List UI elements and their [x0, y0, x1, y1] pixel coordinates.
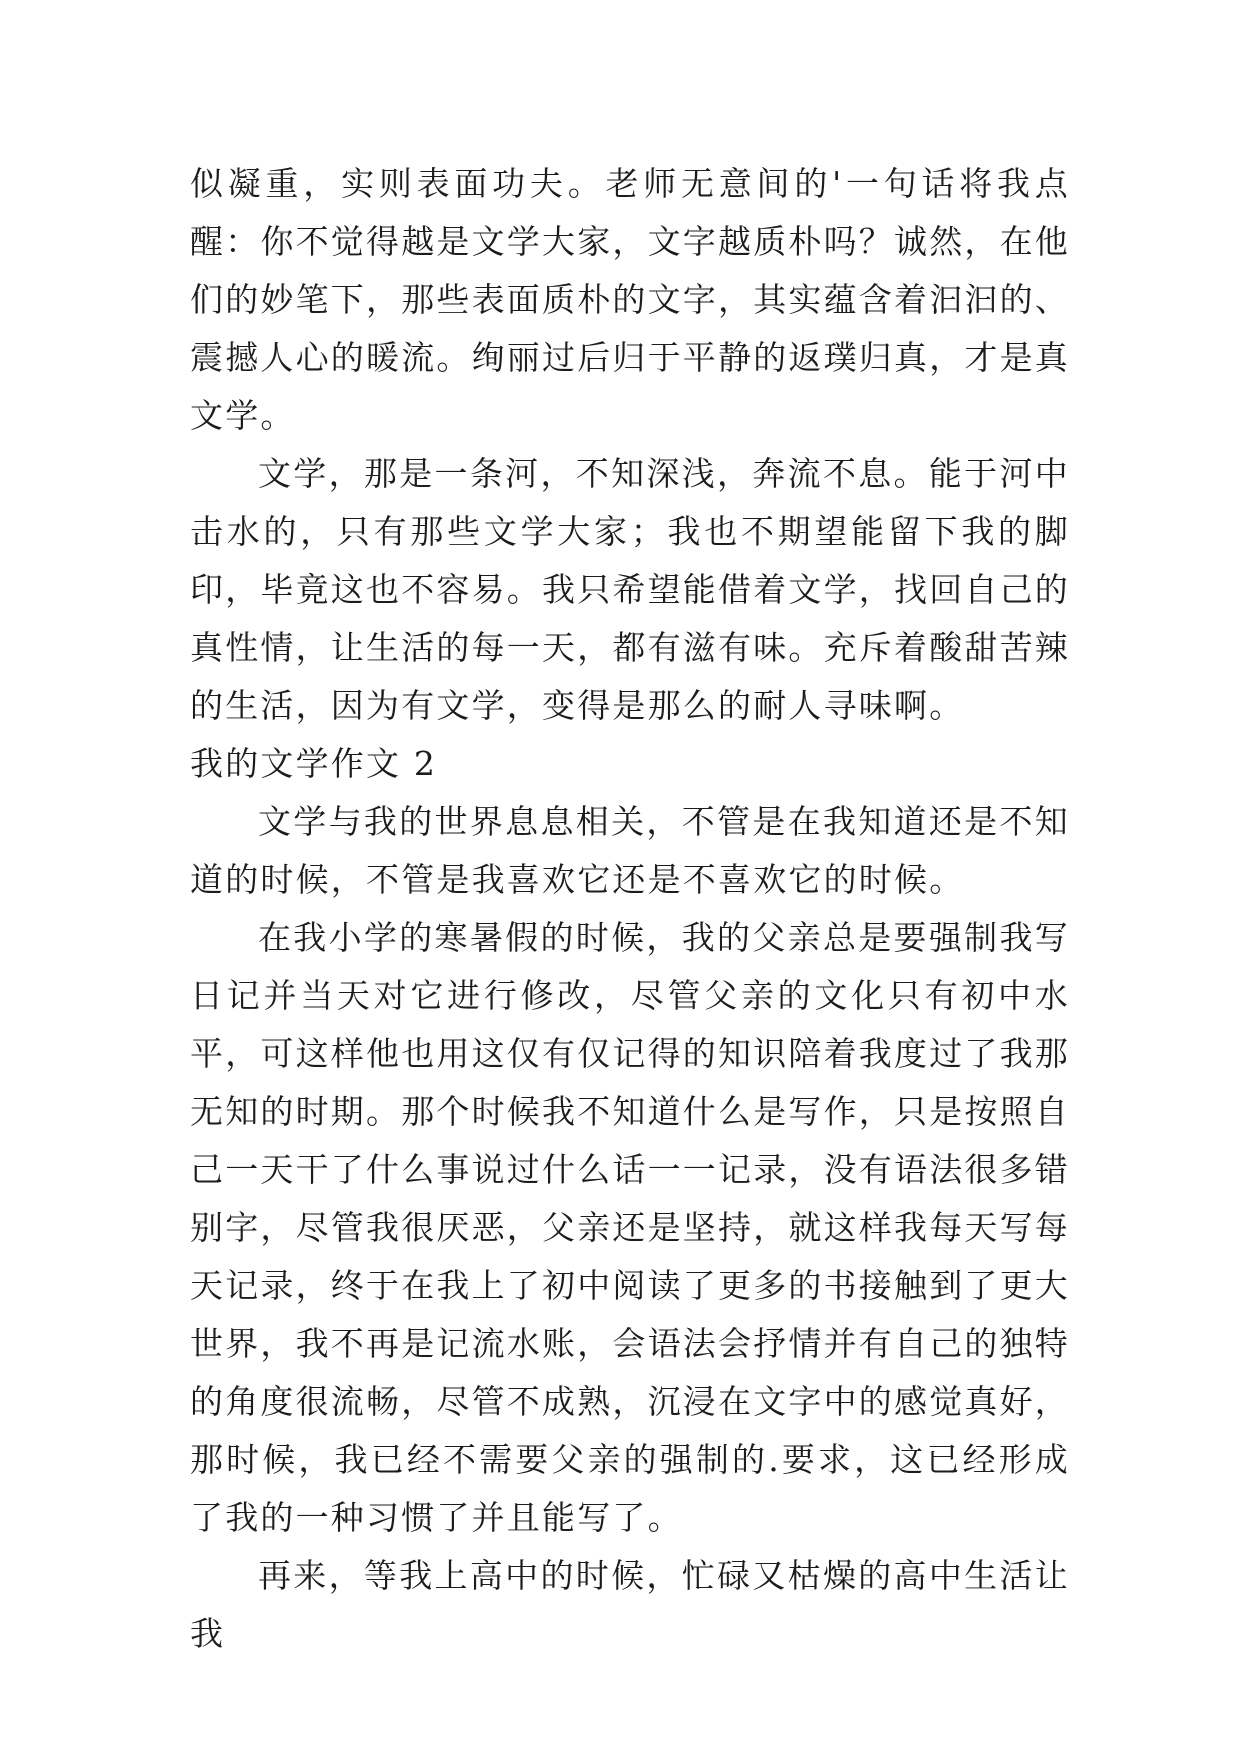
paragraph-continuation: 似凝重，实则表面功夫。老师无意间的'一句话将我点醒：你不觉得越是文学大家，文字越质朴吗？诚然，在他们的妙笔下，那些表面质朴的文字，其实蕴含着汩汩的、震撼人心的暖流。绚丽过后归于平静的返璞归真，才是真文学。 — [190, 164, 1070, 435]
paragraph-highschool: 再来，等我上高中的时候，忙碌又枯燥的高中生活让我 — [190, 1556, 1070, 1653]
section-heading: 我的文学作文 2 — [190, 744, 438, 783]
paragraph-intro: 文学与我的世界息息相关，不管是在我知道还是不知道的时候，不管是我喜欢它还是不喜欢它的时候。 — [190, 802, 1070, 899]
paragraph-childhood: 在我小学的寒暑假的时候，我的父亲总是要强制我写日记并当天对它进行修改，尽管父亲的文化只有初中水平，可这样他也用这仅有仅记得的知识陪着我度过了我那无知的时期。那个时候我不知道什么是写作，只是按照自己一天干了什么事说过什么话一一记录，没有语法很多错别字，尽管我很厌恶，父亲还是坚持，就这样我每天写每天记录，终于在我上了初中阅读了更多的书接触到了更大世界，我不再是记流水账，会语法会抒情并有自己的独特的角度很流畅，尽管不成熟，沉浸在文字中的感觉真好，那时候，我已经不需要父亲的强制的.要求，这已经形成了我的一种习惯了并且能写了。 — [190, 918, 1070, 1537]
paragraph-river: 文学，那是一条河，不知深浅，奔流不息。能于河中击水的，只有那些文学大家；我也不期望能留下我的脚印，毕竟这也不容易。我只希望能借着文学，找回自己的真性情，让生活的每一天，都有滋有味。充斥着酸甜苦辣的生活，因为有文学，变得是那么的耐人寻味啊。 — [190, 454, 1070, 725]
document-body — [190, 155, 1070, 1663]
